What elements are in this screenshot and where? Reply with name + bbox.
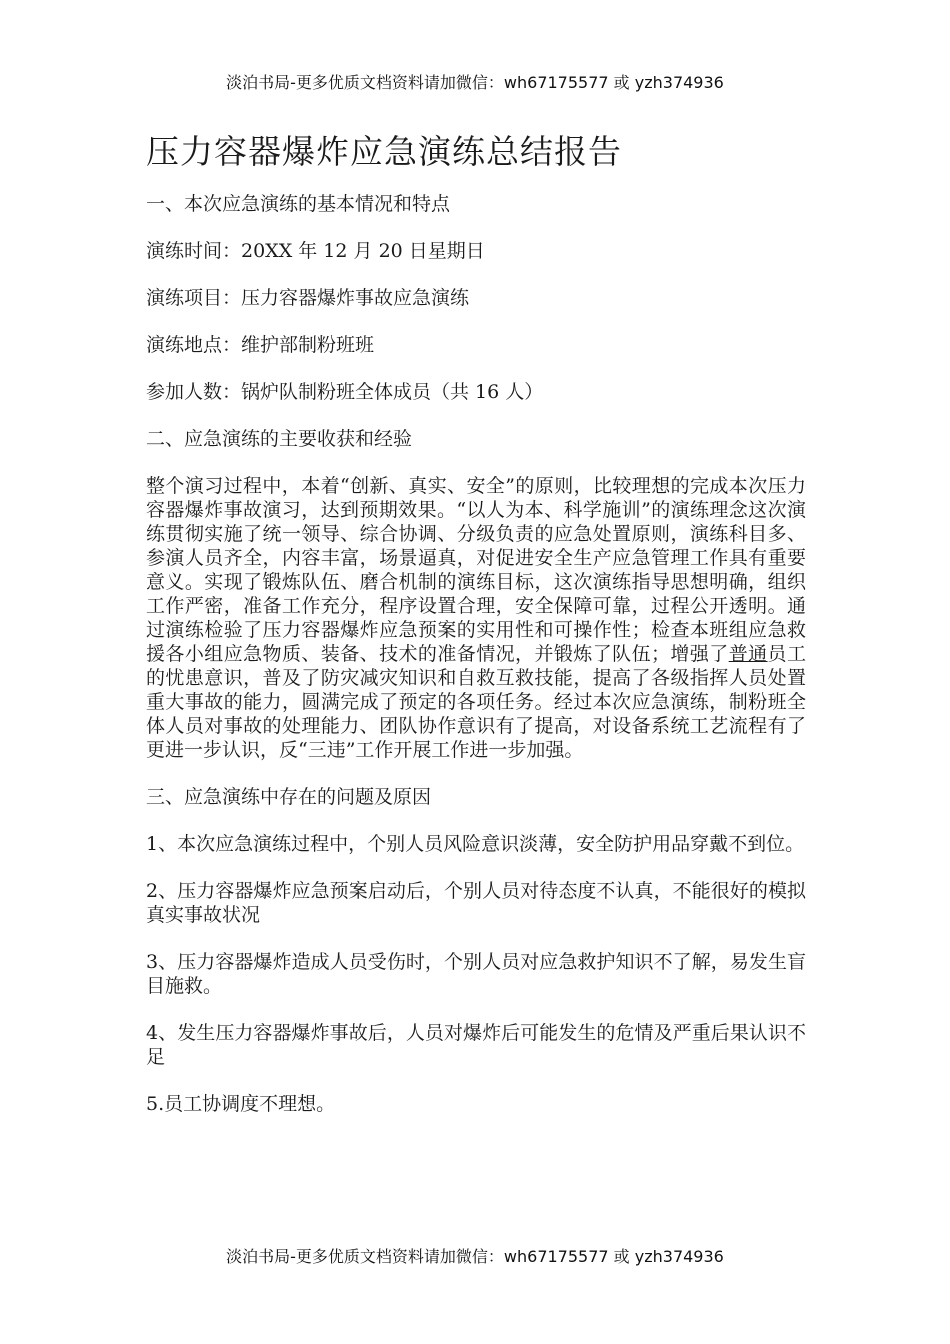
- drill-time: 演练时间：20XX 年 12 月 20 日星期日: [146, 240, 485, 262]
- drill-location: 演练地点：维护部制粉班班: [146, 334, 375, 356]
- section-2-body-part-b: 员工的忧患意识，普及了防灾减灾知识和自救互救技能，提高了各级指挥人员处置重大事故的能力，圆满完成了预定的各项任务。经过本次应急演练，制粉班全体人员对事故的处理能力、团队协作意识有了提高，对设备系统工艺流程有了更进一步认识，反“三违”工作开展工作进一步加强。: [146, 643, 806, 761]
- document-body: [146, 128, 806, 1139]
- issue-item: 4、发生压力容器爆炸事故后，人员对爆炸后可能发生的危情及严重后果认识不足: [146, 1022, 806, 1068]
- section-3-heading: 三、应急演练中存在的问题及原因: [146, 786, 432, 808]
- footer-watermark: 淡泊书局-更多优质文档资料请加微信：wh67175577 或 yzh374936: [226, 1247, 724, 1266]
- header-watermark: 淡泊书局-更多优质文档资料请加微信：wh67175577 或 yzh374936: [226, 73, 724, 92]
- issue-item: 1、本次应急演练过程中，个别人员风险意识淡薄，安全防护用品穿戴不到位。: [146, 833, 805, 855]
- drill-participants: 参加人数：锅炉队制粉班全体成员（共 16 人）: [146, 381, 544, 403]
- issue-item: 3、压力容器爆炸造成人员受伤时，个别人员对应急救护知识不了解，易发生盲目施救。: [146, 951, 806, 997]
- document-title: 压力容器爆炸应急演练总结报告: [146, 132, 622, 171]
- issue-item: 2、压力容器爆炸应急预案启动后，个别人员对待态度不认真，不能很好的模拟真实事故状况: [146, 880, 806, 926]
- section-2-body: [146, 474, 806, 762]
- drill-project: 演练项目：压力容器爆炸事故应急演练: [146, 287, 470, 309]
- section-1-heading: 一、本次应急演练的基本情况和特点: [146, 193, 451, 215]
- section-2-body-underlined: 普通: [728, 643, 768, 665]
- section-2-heading: 二、应急演练的主要收获和经验: [146, 428, 413, 450]
- section-2-body-part-a: 整个演习过程中，本着“创新、真实、安全”的原则，比较理想的完成本次压力容器爆炸事故演习，达到预期效果。“以人为本、科学施训”的演练理念这次演练贯彻实施了统一领导、综合协调、分级负责的应急处置原则，演练科目多、参演人员齐全，内容丰富，场景逼真，对促进安全生产应急管理工作具有重要意义。实现了锻炼队伍、磨合机制的演练目标，这次演练指导思想明确，组织工作严密，准备工作充分，程序设置合理，安全保障可靠，过程公开透明。通过演练检验了压力容器爆炸应急预案的实用性和可操作性；检查本班组应急救援各小组应急物质、装备、技术的准备情况，并锻炼了队伍；增强了: [146, 475, 806, 665]
- issue-item: 5.员工协调度不理想。: [146, 1093, 336, 1115]
